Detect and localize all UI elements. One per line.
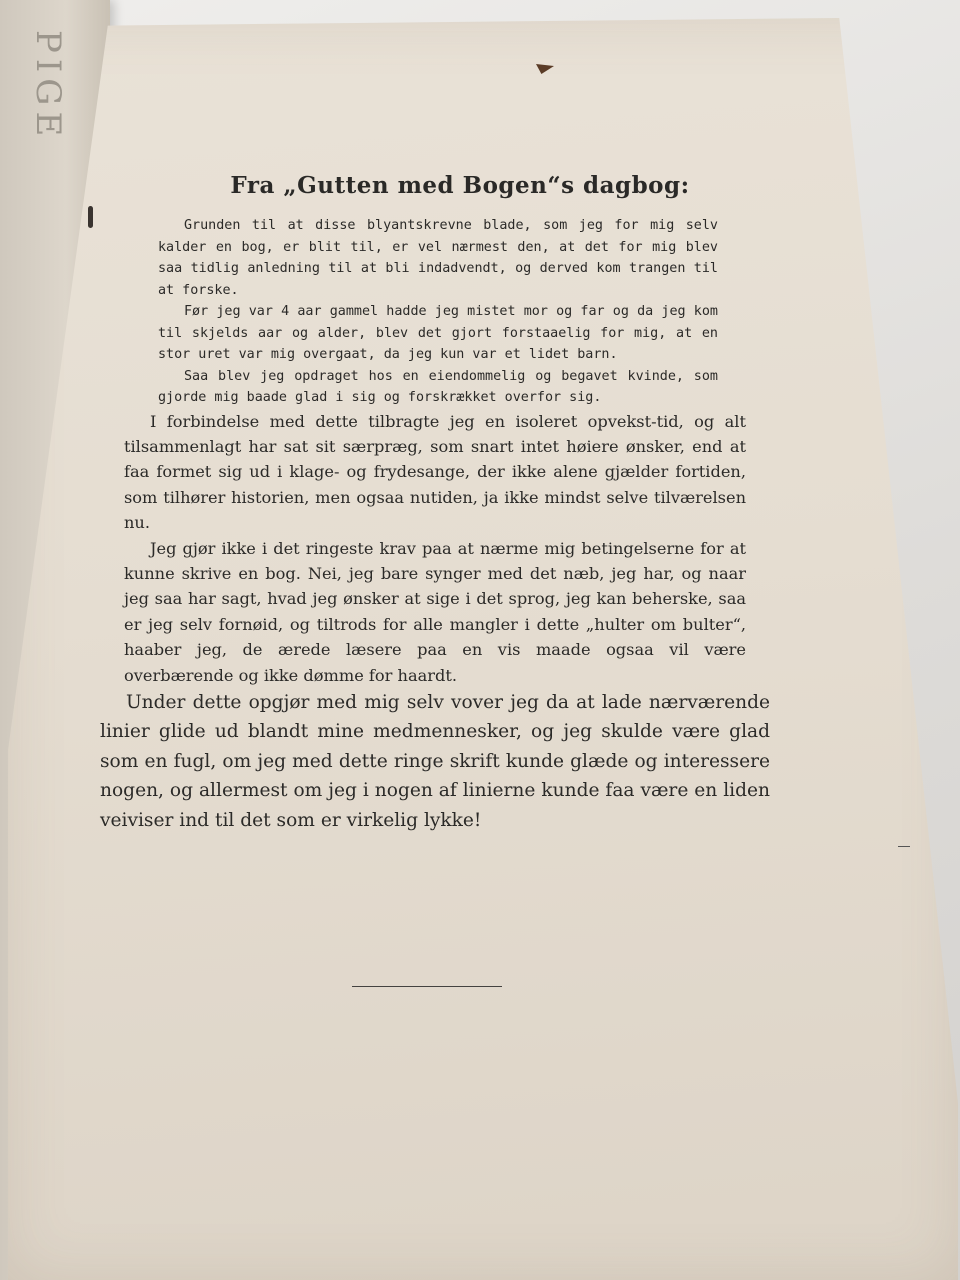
page-title: Fra „Gutten med Bogen“s dagbog:	[230, 172, 690, 199]
paragraph-1: Grunden til at disse blyantskrevne blade, som jeg for mig selv kalder en bog, er blit til, er vel nærmest den, at det for mig blev saa tidlig anledning til at bli indadvendt, og derved kom trangen til at forske.	[158, 218, 718, 298]
section-divider	[352, 986, 502, 987]
paragraph-5: Jeg gjør ikke i det ringeste krav paa at nærme mig betingelserne for at kunne skrive en bog. Nei, jeg bare synger med det næb, jeg har, og naar jeg saa har sagt, hvad jeg ønsker at sige i det sprog, jeg kan beherske, saa er jeg selv fornøid, og tiltrods for alle mangler i dette „hulter om bulter“, haaber jeg, de ærede læsere paa en vis maade ogsaa vil være overbærende og ikke dømme for haardt.	[124, 538, 746, 685]
margin-dash	[898, 846, 910, 847]
page-speck	[88, 206, 93, 228]
paragraph-3: Saa blev jeg opdraget hos en eiendommelig og begavet kvinde, som gjorde mig baade glad i sig og forskrækket overfor sig.	[158, 368, 718, 405]
spine-label: PIGE	[28, 30, 68, 143]
page-text	[100, 172, 780, 835]
paragraph-2: Før jeg var 4 aar gammel hadde jeg mistet mor og far og da jeg kom til skjelds aar og alder, blev det gjort forstaaelig for mig, at en stor uret var mig overgaat, da jeg kun var et lidet barn.	[158, 304, 718, 362]
paragraph-4: I forbindelse med dette tilbragte jeg en isoleret opvekst-tid, og alt tilsammenlagt har sat sit særpræg, som snart intet høiere ønsker, end at faa formet sig ud i klage- og frydesange, der ikke alene gjælder fortiden, som tilhører historien, men ogsaa nutiden, ja ikke mindst selve tilværelsen nu.	[124, 411, 746, 533]
paragraph-6: Under dette opgjør med mig selv vover jeg da at lade nærværende linier glide ud blandt mine medmennesker, og jeg skulde være glad som en fugl, om jeg med dette ringe skrift kunde glæde og interessere nogen, og allermest om jeg i nogen af linierne kunde faa være en liden veiviser ind til det som er virkelig lykke!	[100, 691, 770, 831]
